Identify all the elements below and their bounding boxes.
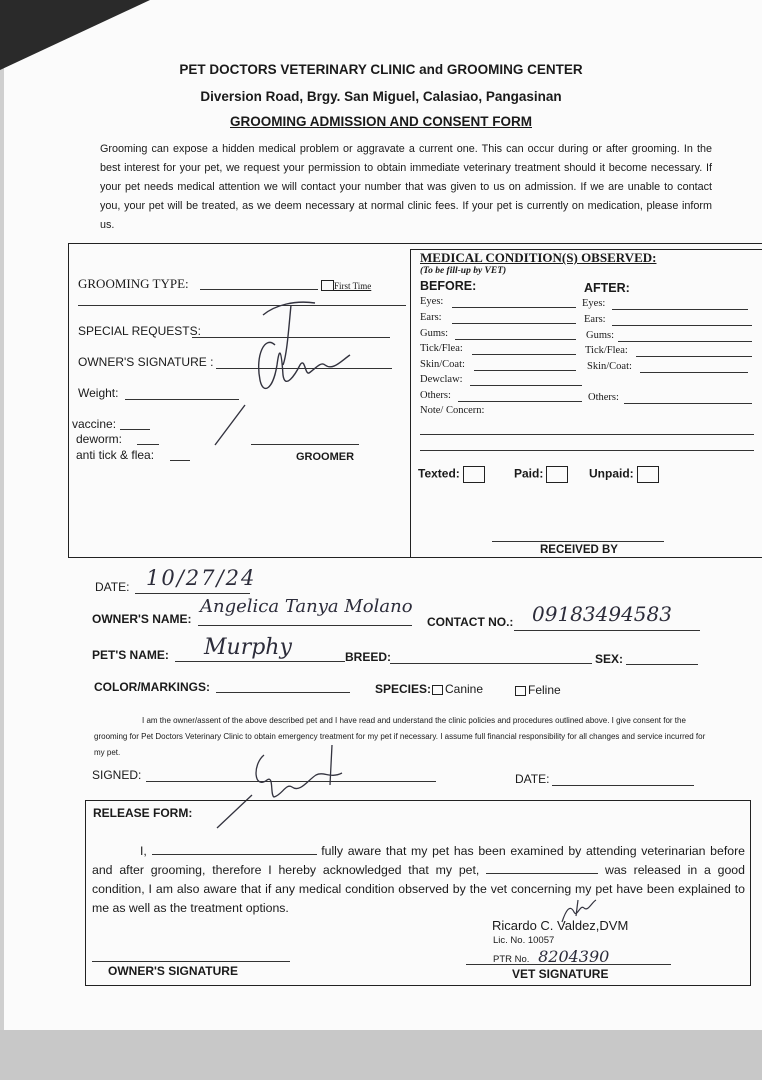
contact-field[interactable] [514, 630, 700, 631]
color-markings-label: COLOR/MARKINGS: [94, 680, 210, 694]
before-label: BEFORE: [420, 279, 477, 293]
texted-option [418, 466, 485, 483]
first-time-checkbox[interactable] [321, 280, 334, 291]
before-tickflea-field[interactable] [472, 354, 576, 355]
vet-ptr-value: 8204390 [538, 947, 610, 966]
after-gums-label: Gums: [586, 330, 615, 341]
before-skincoat-label: Skin/Coat: [420, 359, 465, 370]
groomer-label: GROOMER [296, 451, 355, 463]
after-tickflea-field[interactable] [636, 356, 752, 357]
received-by-label: RECEIVED BY [540, 544, 618, 556]
deworm-label: deworm: [76, 432, 123, 446]
canine-checkbox[interactable] [432, 685, 443, 695]
anti-tick-field[interactable] [170, 460, 190, 461]
special-requests-label: SPECIAL REQUESTS: [78, 324, 201, 338]
before-others-label: Others: [420, 390, 451, 401]
owner-name-field[interactable] [198, 625, 412, 626]
before-eyes-label: Eyes: [420, 296, 444, 307]
vaccine-label: vaccine: [72, 417, 117, 431]
feline-label: Feline [528, 683, 561, 697]
contact-value: 09183494583 [532, 602, 672, 626]
vet-initials-scribble [552, 896, 602, 932]
release-owner-name-field[interactable] [152, 842, 317, 855]
before-others-field[interactable] [458, 401, 582, 402]
clinic-address: Diversion Road, Brgy. San Miguel, Calasiao, Pangasinan [200, 89, 562, 104]
grooming-type-field[interactable] [200, 289, 318, 290]
owner-name-label: OWNER'S NAME: [92, 612, 192, 626]
pet-name-field[interactable] [175, 661, 345, 662]
note-line-2[interactable] [420, 450, 754, 451]
pet-name-value: Murphy [204, 635, 292, 660]
breed-field[interactable] [390, 663, 592, 664]
deworm-field[interactable] [137, 444, 159, 445]
canine-option[interactable] [432, 682, 483, 696]
after-tickflea-label: Tick/Flea: [585, 345, 628, 356]
note-concern-label: Note/ Concern: [420, 405, 485, 416]
before-ears-label: Ears: [420, 312, 442, 323]
date-value: 10/27/24 [146, 566, 257, 590]
species-label: SPECIES: [375, 682, 432, 696]
sex-label: SEX: [595, 652, 624, 666]
release-form-title: RELEASE FORM: [93, 806, 193, 820]
section-divider [410, 250, 411, 557]
after-label: AFTER: [584, 281, 630, 295]
after-eyes-field[interactable] [612, 309, 748, 310]
after-eyes-label: Eyes: [582, 298, 606, 309]
before-skincoat-field[interactable] [474, 370, 576, 371]
before-gums-field[interactable] [455, 339, 576, 340]
paid-label: Paid: [514, 466, 544, 481]
date-field[interactable] [135, 593, 250, 594]
paid-option [514, 466, 568, 483]
medical-title: MEDICAL CONDITION(S) OBSERVED: [420, 250, 657, 265]
owner-signature-scribble [205, 295, 365, 455]
weight-label: Weight: [78, 386, 119, 400]
sex-field[interactable] [626, 664, 698, 665]
form-title: GROOMING ADMISSION AND CONSENT FORM [230, 114, 532, 129]
scan-corner-shadow [0, 0, 150, 70]
before-dewclaw-label: Dewclaw: [420, 374, 463, 385]
release-owner-signature-field[interactable] [92, 961, 290, 962]
after-ears-field[interactable] [612, 325, 752, 326]
before-tickflea-label: Tick/Flea: [420, 343, 463, 354]
before-gums-label: Gums: [420, 328, 449, 339]
vet-signature-field[interactable] [466, 964, 671, 965]
owner-signature-label: OWNER'S SIGNATURE : [78, 355, 214, 369]
anti-tick-label: anti tick & flea: [76, 448, 155, 462]
release-pet-name-field[interactable] [486, 861, 598, 874]
pet-name-label: PET'S NAME: [92, 648, 169, 662]
after-gums-field[interactable] [618, 341, 752, 342]
received-by-field[interactable] [492, 541, 664, 542]
unpaid-label: Unpaid: [589, 466, 634, 481]
grooming-type-label: GROOMING TYPE: [78, 276, 189, 291]
after-skincoat-label: Skin/Coat: [587, 361, 632, 372]
consent-date-label: DATE: [515, 772, 550, 786]
owner-name-value: Angelica Tanya Molano [200, 596, 413, 617]
before-ears-field[interactable] [452, 323, 576, 324]
date-label: DATE: [95, 580, 130, 594]
after-ears-label: Ears: [584, 314, 606, 325]
scan-bottom-shadow [0, 1030, 762, 1080]
clinic-name: PET DOCTORS VETERINARY CLINIC and GROOMING CENTER [179, 62, 583, 77]
note-line-1[interactable] [420, 434, 754, 435]
texted-checkbox[interactable] [463, 466, 485, 483]
release-text-2: fully aware that my pet has been examined by attending veterinarian before and after grooming, therefore I hereby acknowledged that my pet, [92, 844, 746, 877]
vet-name-stamp: Ricardo C. Valdez,DVM [492, 918, 629, 933]
release-text-1: I, [140, 844, 147, 858]
before-eyes-field[interactable] [452, 307, 576, 308]
release-paragraph [92, 842, 745, 918]
signed-label: SIGNED: [92, 768, 142, 782]
paid-checkbox[interactable] [546, 466, 568, 483]
after-others-label: Others: [588, 392, 619, 403]
release-owner-signature-label: OWNER'S SIGNATURE [108, 964, 238, 978]
consent-text: I am the owner/assent of the above described pet and I have read and understand the clinic policies and procedures outlined above. I give consent for the grooming for Pet Doctors Veterinary Clinic to obtain emergency treatment for my pet if necessary. I assume full financial responsibility for all changes and service incurred for my pet. [94, 716, 706, 757]
vaccine-field[interactable] [120, 429, 150, 430]
after-skincoat-field[interactable] [640, 372, 748, 373]
before-dewclaw-field[interactable] [470, 385, 582, 386]
texted-label: Texted: [418, 466, 460, 481]
vet-license-number: Lic. No. 10057 [493, 935, 555, 946]
release-text-3: was released in a good condition, I am also aware that if any medical condition observed by the vet concerning my pet have been explained to me as well as the treatment options. [92, 863, 745, 915]
unpaid-checkbox[interactable] [637, 466, 659, 483]
unpaid-option [589, 466, 659, 483]
consent-date-field[interactable] [552, 785, 694, 786]
first-time-label: First Time [334, 281, 372, 291]
canine-label: Canine [445, 682, 484, 696]
vet-signature-label: VET SIGNATURE [512, 967, 609, 981]
feline-checkbox[interactable] [515, 686, 526, 696]
feline-option[interactable] [515, 683, 561, 697]
contact-label: CONTACT NO.: [427, 615, 514, 629]
breed-label: BREED: [345, 650, 392, 664]
after-others-field[interactable] [624, 403, 752, 404]
vet-ptr-label: PTR No. [493, 954, 530, 965]
intro-paragraph: Grooming can expose a hidden medical problem or aggravate a current one. This can occur during or after grooming. In the best interest for your pet, we request your permission to obtain immediate veterinary treatment should it become necessary. If your pet needs medical attention we will contact your number that was given to us on admission. If we are unable to contact you, your pet will be treated, as we deem necessary at normal clinic fees. If your pet is currently on medication, please inform us. [100, 143, 712, 231]
medical-subtitle: (To be fill-up by VET) [420, 266, 507, 276]
color-markings-field[interactable] [216, 692, 350, 693]
